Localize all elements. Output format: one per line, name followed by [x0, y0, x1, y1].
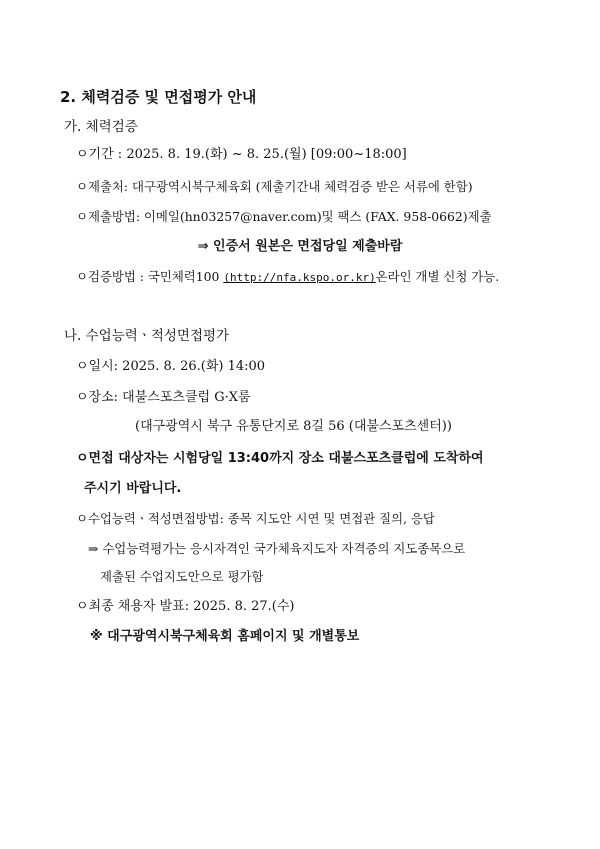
- arrival-notice-line1: ㅇ면접 대상자는 시험당일 13:40까지 장소 대불스포츠클럽에 도착하여: [76, 451, 484, 466]
- section-title: 2. 체력검증 및 면접평가 안내: [60, 88, 257, 106]
- physical-test-submit-to: ㅇ제출처: 대구광역시북구체육회 (제출기간내 체력검증 받은 서류에 한함): [76, 179, 473, 194]
- interview-datetime: ㅇ일시: 2025. 8. 26.(화) 14:00: [76, 359, 266, 374]
- physical-test-submit-method: ㅇ제출방법: 이메일(hn03257@naver.com)및 팩스 (FAX. 958-0662)제출: [76, 209, 492, 224]
- final-announcement: ㅇ최종 채용자 발표: 2025. 8. 27.(수): [76, 599, 295, 614]
- final-notice: ※ 대구광역시북구체육회 홈페이지 및 개별통보: [90, 629, 360, 644]
- verification-method-label: ㅇ검증방법 : 국민체력100: [76, 269, 224, 284]
- heading-physical-test: 가. 체력검증: [64, 119, 138, 135]
- verification-method: [76, 268, 499, 287]
- arrival-notice-line2: 주시기 바랍니다.: [84, 481, 182, 496]
- evaluation-note-line1: ⇒ 수업능력평가는 응시자격인 국가체육지도자 자격증의 지도종목으로: [88, 541, 466, 556]
- heading-interview: 나. 수업능력ㆍ적성면접평가: [64, 328, 230, 344]
- interview-address: (대구광역시 북구 유통단지로 8길 56 (대불스포츠센터)): [135, 419, 452, 434]
- interview-place: ㅇ장소: 대불스포츠클럽 G·X룸: [76, 390, 251, 405]
- nfa-link[interactable]: (http://nfa.kspo.or.kr): [223, 271, 376, 284]
- evaluation-method: ㅇ수업능력ㆍ적성면접방법: 종목 지도안 시연 및 면접관 질의, 응답: [76, 511, 435, 526]
- physical-test-period: ㅇ기간 : 2025. 8. 19.(화) ~ 8. 25.(월) [09:00~18:00]: [76, 147, 407, 162]
- original-certificate-notice: ⇒ 인증서 원본은 면접당일 제출바람: [197, 239, 403, 254]
- verification-method-suffix: 온라인 개별 신청 가능.: [375, 269, 500, 284]
- evaluation-note-line2: 제출된 수업지도안으로 평가함: [100, 569, 264, 584]
